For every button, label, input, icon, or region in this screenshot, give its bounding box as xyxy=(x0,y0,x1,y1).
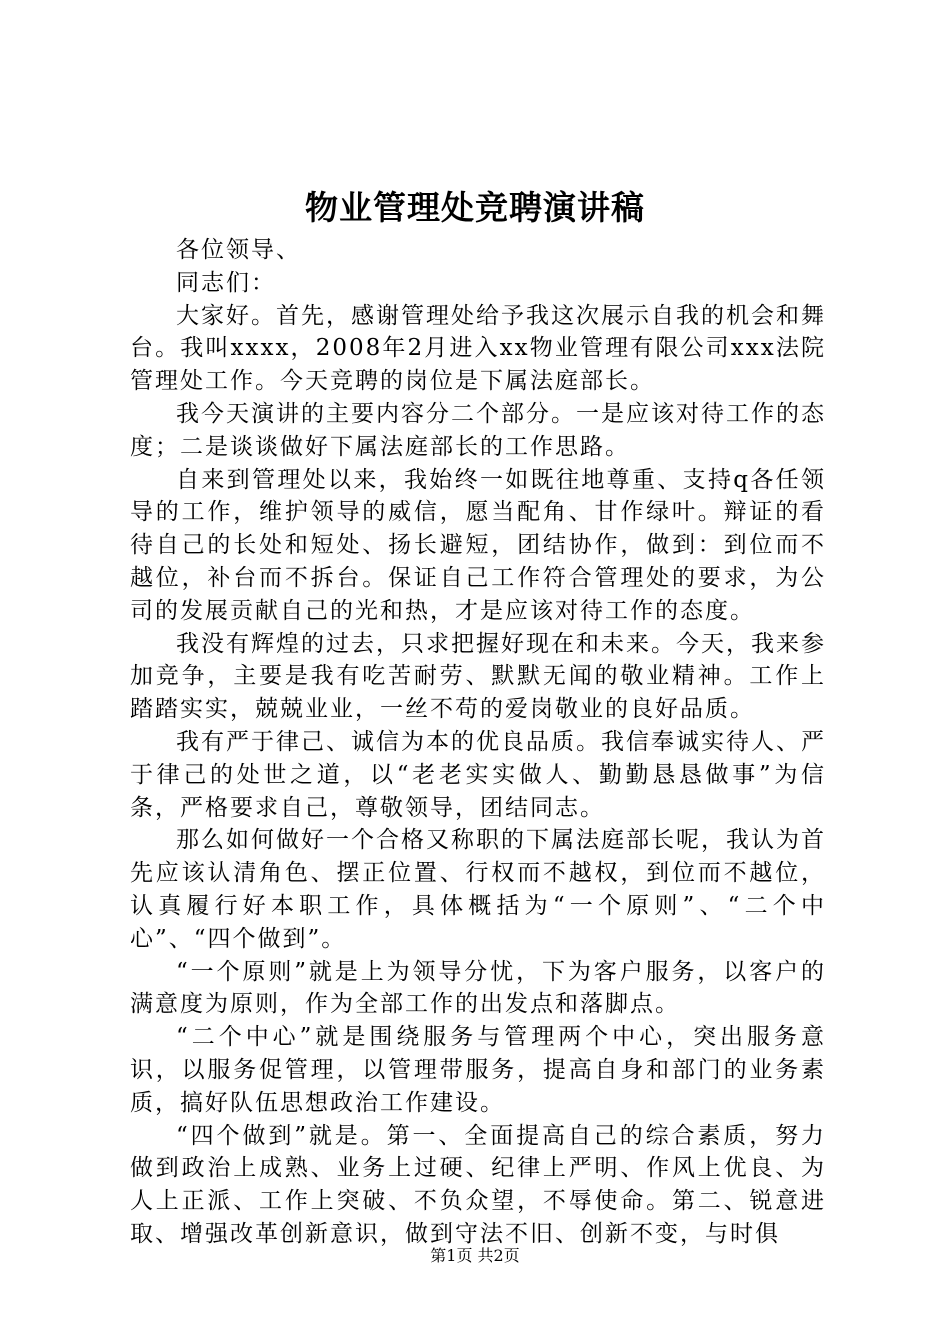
body-paragraph: “二个中心”就是围绕服务与管理两个中心，突出服务意识，以服务促管理，以管理带服务，提高自身和部门的业务素质，搞好队伍思想政治工作建设。 xyxy=(130,1024,826,1116)
body-paragraph: “一个原则”就是上为领导分忧，下为客户服务，以客户的满意度为原则，作为全部工作的出发点和落脚点。 xyxy=(130,958,826,1018)
body-paragraph: “四个做到”就是。第一、全面提高自己的综合素质，努力做到政治上成熟、业务上过硬、纪律上严明、作风上优良、为人上正派、工作上突破、不负众望，不辱使命。第二、锐意进取、增强改革创新意识，做到守法不旧、创新不变，与时俱 xyxy=(130,1122,826,1247)
salutation-line: 同志们： xyxy=(176,269,276,296)
document-body xyxy=(130,234,826,1251)
body-paragraph: 自来到管理处以来，我始终一如既往地尊重、支持q各任领导的工作，维护领导的威信，愿当配角、甘作绿叶。辩证的看待自己的长处和短处、扬长避短，团结协作，做到：到位而不越位，补台而不拆台。保证自己工作符合管理处的要求，为公司的发展贡献自己的光和热，才是应该对待工作的态度。 xyxy=(130,466,826,624)
salutation-line: 各位领导、 xyxy=(176,237,301,263)
body-paragraph: 我今天演讲的主要内容分二个部分。一是应该对待工作的态度；二是谈谈做好下属法庭部长的工作思路。 xyxy=(130,400,826,460)
body-paragraph: 大家好。首先，感谢管理处给予我这次展示自我的机会和舞台。我叫xxxx，2008年2月进入xx物业管理有限公司xxx法院管理处工作。今天竞聘的岗位是下属法庭部长。 xyxy=(130,302,826,395)
page-footer xyxy=(0,1244,950,1268)
document-title: 物业管理处竞聘演讲稿 xyxy=(305,188,645,227)
body-paragraph: 我没有辉煌的过去，只求把握好现在和未来。今天，我来参加竞争，主要是我有吃苦耐劳、默默无闻的敬业精神。工作上踏踏实实，兢兢业业，一丝不苟的爱岗敬业的良好品质。 xyxy=(130,630,826,723)
body-paragraph: 我有严于律己、诚信为本的优良品质。我信奉诚实待人、严于律己的处世之道，以“老老实实做人、勤勤恳恳做事”为信条，严格要求自己，尊敬领导，团结同志。 xyxy=(130,728,826,821)
body-paragraph: 那么如何做好一个合格又称职的下属法庭部长呢，我认为首先应该认清角色、摆正位置、行权而不越权，到位而不越位，认真履行好本职工作，具体概括为“一个原则”、“二个中心”、“四个做到”。 xyxy=(130,827,826,952)
page-number: 第1页 共2页 xyxy=(430,1246,520,1265)
